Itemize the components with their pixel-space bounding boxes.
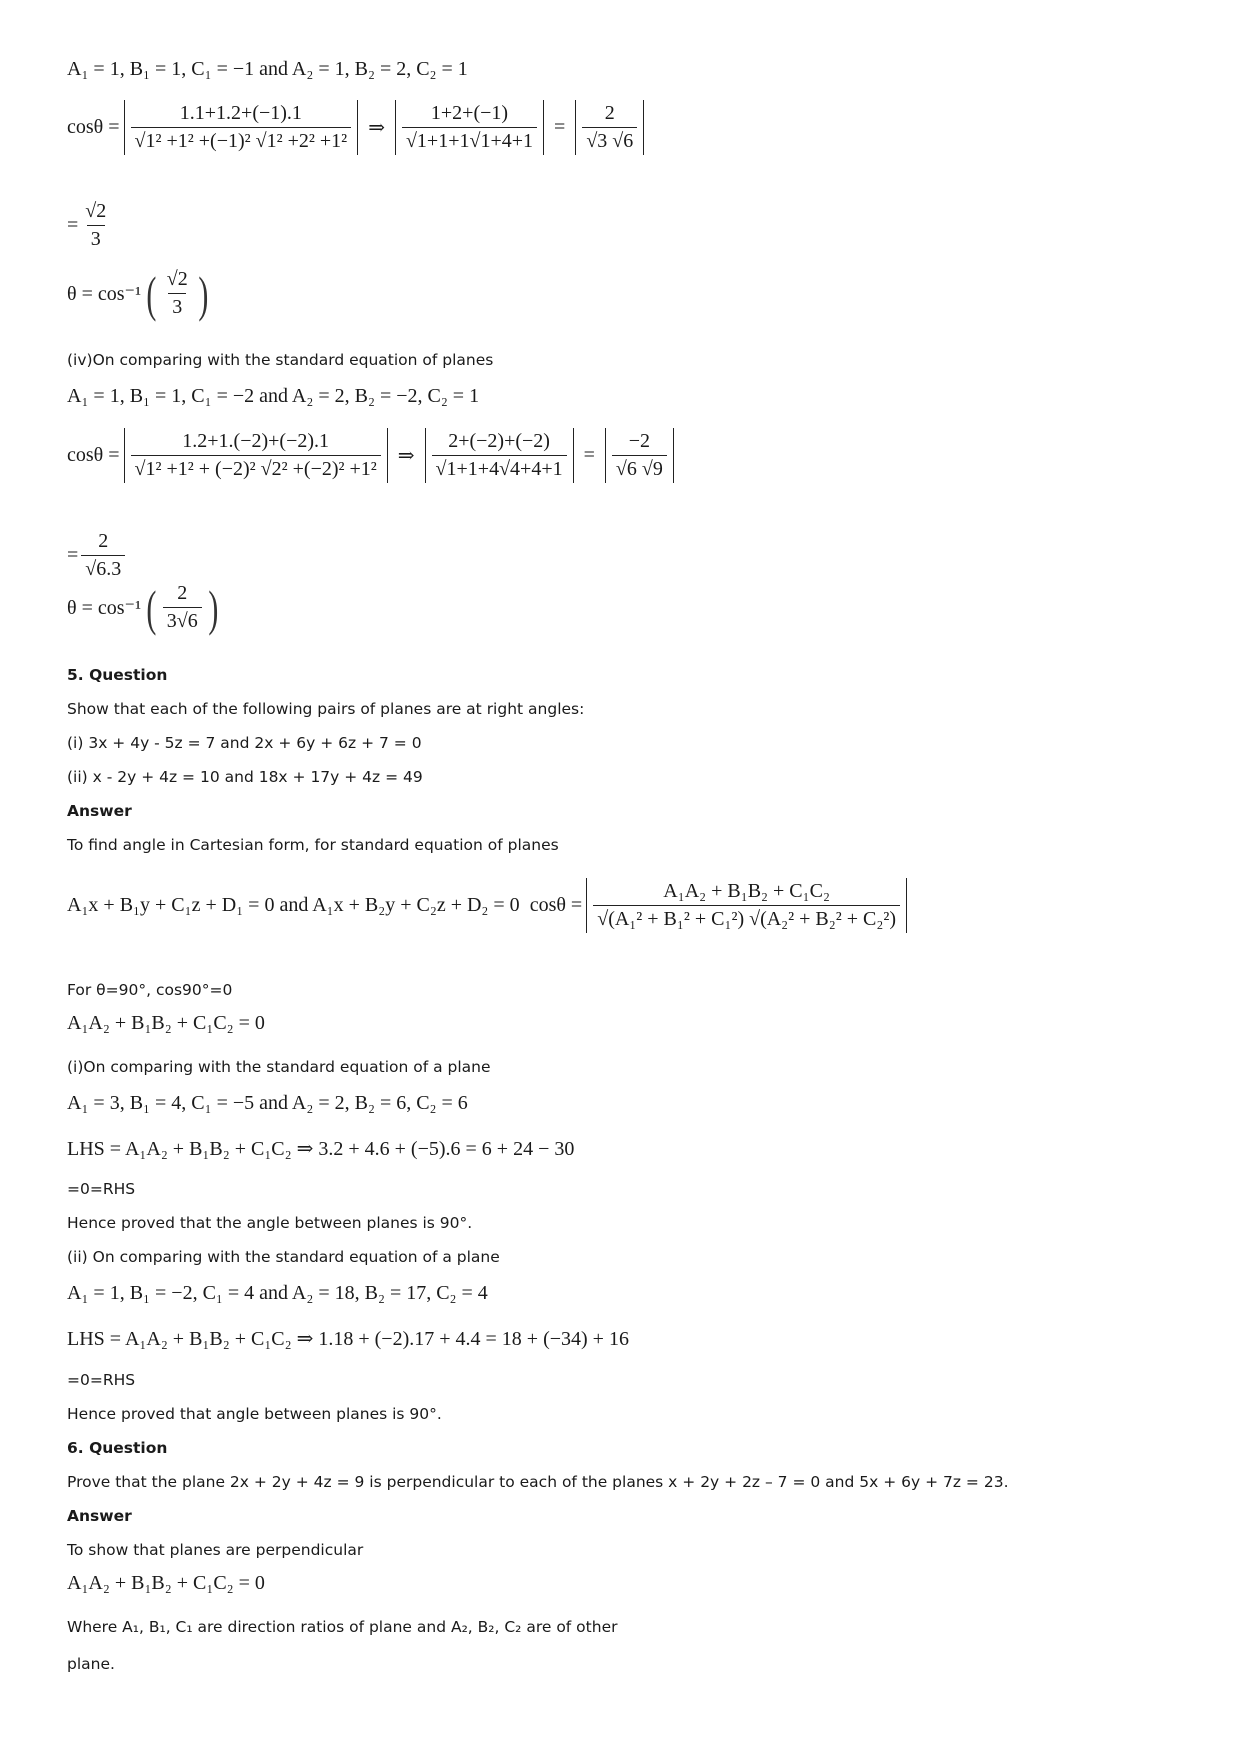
part-ii-lhs: LHS = A₁A₂ + B₁B₂ + C₁C₂ ⇒ 1.18 + (−2).17 + 4.4 = 18 + (−34) + 16 [67, 1328, 629, 1350]
result-iii: = $\frac{√2}{3}$ [67, 200, 113, 251]
cos-lhs: cosθ = [67, 116, 120, 138]
abs-term-1 [124, 100, 359, 155]
fraction-numerator: √2 [85, 200, 107, 222]
answer-5-label: Answer [67, 802, 132, 820]
fraction-denominator: √1² +1² + (−2)² √2² +(−2)² +1² [131, 455, 381, 481]
cos-lhs: cosθ = [529, 894, 583, 916]
fraction-denominator: √1+1+1√1+4+1 [402, 127, 537, 153]
result-iv: = $\frac{2}{√6.3}$ [67, 530, 128, 581]
abs-term-2 [395, 100, 544, 155]
equals-symbol: = [583, 444, 595, 466]
fraction-denominator: √1² +1² +(−1)² √1² +2² +1² [131, 127, 352, 153]
coefficients-iv: A₁ = 1, B₁ = 1, C₁ = −2 and A₂ = 2, B₂ = −2, C₂ = 1 [67, 385, 480, 407]
cos-lhs: cosθ = [67, 444, 120, 466]
standard-equation-text: A₁x + B₁y + C₁z + D₁ = 0 and A₁x + B₂y + C₂z + D₂ = 0 [67, 894, 520, 916]
perpendicular-condition: A₁A₂ + B₁B₂ + C₁C₂ = 0 [67, 1012, 265, 1034]
theta-lhs: θ = cos⁻¹ [67, 597, 142, 619]
fraction-numerator: √2 [166, 268, 188, 290]
abs-term-3 [605, 428, 674, 483]
part-i-lhs: LHS = A₁A₂ + B₁B₂ + C₁C₂ ⇒ 3.2 + 4.6 + (−5).6 = 6 + 24 − 30 [67, 1138, 575, 1160]
where-continuation: plane. [67, 1655, 115, 1673]
theta-iv: θ = cos⁻¹ ( $\frac{2}{3√6}$ ) [67, 579, 219, 636]
part-i-coefficients: A₁ = 3, B₁ = 4, C₁ = −5 and A₂ = 2, B₂ = 6, C₂ = 6 [67, 1092, 468, 1114]
part-ii-conclusion: Hence proved that angle between planes is 90°. [67, 1405, 442, 1423]
abs-term-3 [575, 100, 644, 155]
fraction-denominator: √6.3 [81, 555, 125, 581]
answer-5-intro: To find angle in Cartesian form, for standard equation of planes [67, 836, 559, 854]
cos-equation-iii [67, 100, 648, 155]
fraction-numerator: 2 [604, 102, 615, 124]
question-5-item-ii: (ii) x - 2y + 4z = 10 and 18x + 17y + 4z = 49 [67, 768, 423, 786]
coefficients-iii: A₁ = 1, B₁ = 1, C₁ = −1 and A₂ = 1, B₂ = 2, C₂ = 1 [67, 58, 468, 80]
heading-iv: (iv)On comparing with the standard equation of planes [67, 351, 494, 369]
perpendicular-condition-6: A₁A₂ + B₁B₂ + C₁C₂ = 0 [67, 1572, 265, 1594]
theta-iii: θ = cos⁻¹ ( $\frac{√2}{3}$ ) [67, 265, 209, 322]
part-i-rhs: =0=RHS [67, 1180, 136, 1198]
question-6-title: 6. Question [67, 1439, 168, 1457]
standard-equation [67, 878, 911, 933]
answer-6-intro: To show that planes are perpendicular [67, 1541, 364, 1559]
fraction-denominator: √6 √9 [612, 455, 667, 481]
fraction-numerator: 2+(−2)+(−2) [448, 430, 550, 452]
abs-term-2 [425, 428, 574, 483]
equals-symbol: = [554, 116, 566, 138]
theta-90-line: For θ=90°, cos90°=0 [67, 981, 233, 999]
part-ii-coefficients: A₁ = 1, B₁ = −2, C₁ = 4 and A₂ = 18, B₂ = 17, C₂ = 4 [67, 1282, 488, 1304]
fraction-numerator: 1.1+1.2+(−1).1 [179, 102, 302, 124]
angle-formula [586, 878, 907, 933]
where-line: Where A₁, B₁, C₁ are direction ratios of plane and A₂, B₂, C₂ are of other [67, 1618, 618, 1636]
part-i-heading: (i)On comparing with the standard equation of a plane [67, 1058, 491, 1076]
answer-6-label: Answer [67, 1507, 132, 1525]
fraction-numerator: A₁A₂ + B₁B₂ + C₁C₂ [663, 880, 830, 902]
fraction-numerator: 2 [98, 530, 109, 552]
part-i-conclusion: Hence proved that the angle between planes is 90°. [67, 1214, 473, 1232]
fraction-denominator: 3 [168, 293, 186, 319]
question-5-prompt: Show that each of the following pairs of planes are at right angles: [67, 700, 585, 718]
fraction-numerator: 1+2+(−1) [430, 102, 509, 124]
fraction-denominator: 3 [87, 225, 105, 251]
fraction-denominator: √3 √6 [582, 127, 637, 153]
fraction-denominator: √(A₁² + B₁² + C₁²) √(A₂² + B₂² + C₂²) [593, 905, 900, 931]
abs-term-1 [124, 428, 388, 483]
fraction-denominator: 3√6 [163, 607, 202, 633]
part-ii-rhs: =0=RHS [67, 1371, 136, 1389]
question-5-title: 5. Question [67, 666, 168, 684]
fraction-denominator: √1+1+4√4+4+1 [432, 455, 567, 481]
part-ii-heading: (ii) On comparing with the standard equation of a plane [67, 1248, 500, 1266]
theta-lhs: θ = cos⁻¹ [67, 283, 142, 305]
implies-symbol: ⇒ [368, 117, 385, 139]
question-5-item-i: (i) 3x + 4y - 5z = 7 and 2x + 6y + 6z + 7 = 0 [67, 734, 422, 752]
implies-symbol: ⇒ [397, 445, 415, 467]
question-6-prompt: Prove that the plane 2x + 2y + 4z = 9 is perpendicular to each of the planes x + 2y + 2z – 7 = 0 and 5x + 6y + 7z = 23. [67, 1473, 1009, 1491]
fraction-numerator: 1.2+1.(−2)+(−2).1 [182, 430, 330, 452]
cos-equation-iv [67, 428, 678, 483]
fraction-numerator: 2 [177, 582, 188, 604]
fraction-numerator: −2 [628, 430, 651, 452]
